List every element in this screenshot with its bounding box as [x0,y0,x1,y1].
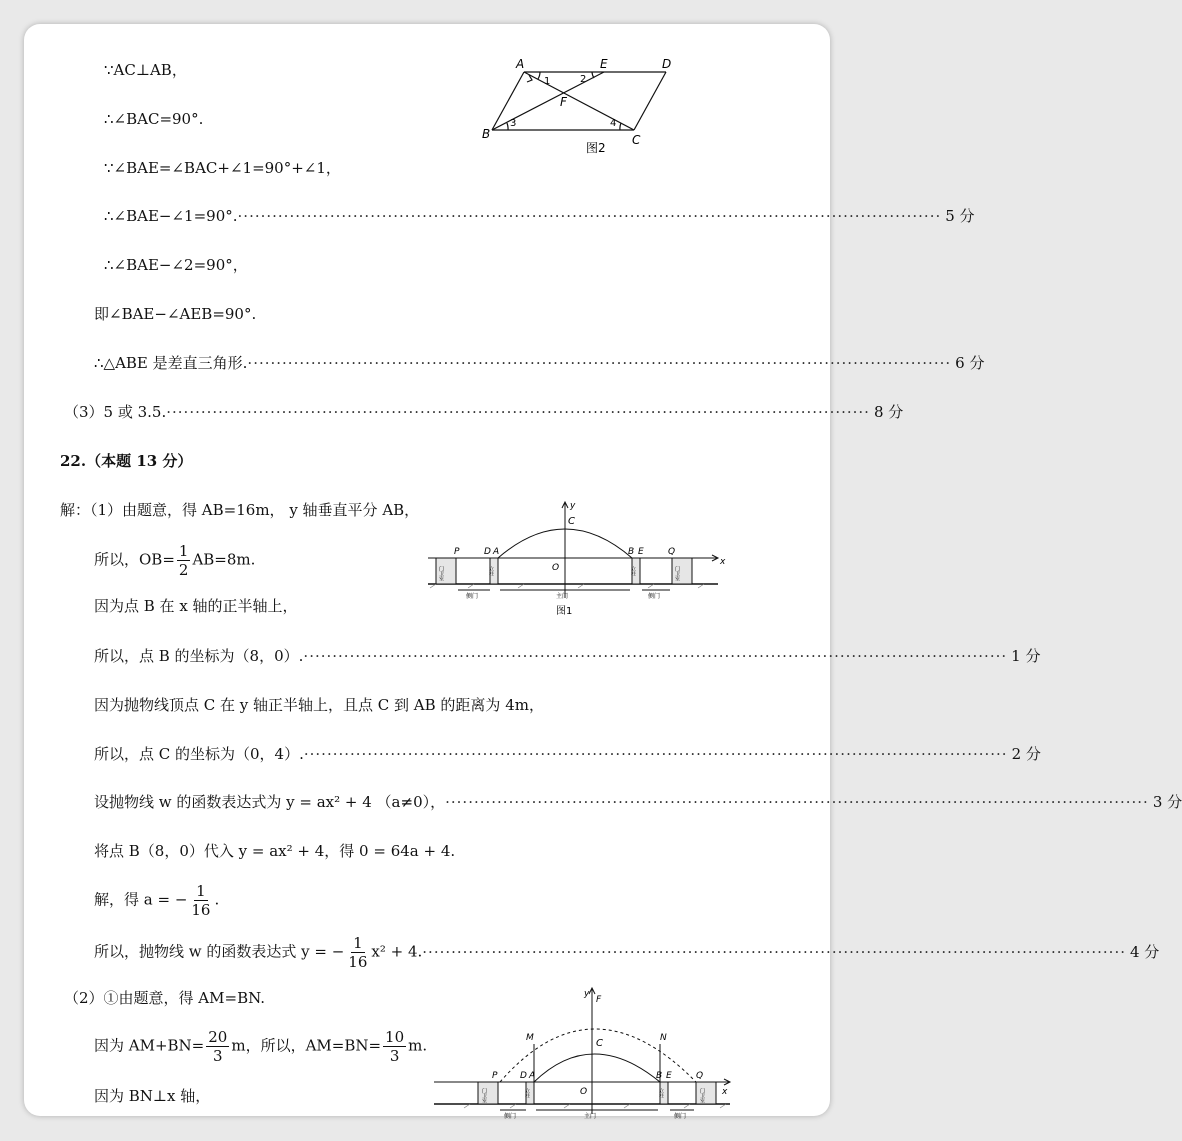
fig3-label-p: P [492,1071,498,1081]
fig3-room-right: 门卫室 [699,1088,705,1103]
q22-part2-line-2-mid: m，所以，AM=BN= [231,1036,382,1055]
fraction-denominator: 2 [178,561,189,579]
fig3-side-gate-left: 侧门 [504,1113,517,1120]
q22-step-1: 解：（1）由题意，得 AB=16m， y 轴垂直平分 AB， [60,501,420,519]
q22-part2-line-2-pre: 因为 AM+BN= [94,1036,205,1055]
fraction-denominator: 16 [191,901,211,919]
q22-step-9-pre: 解，得 a = − [94,890,188,909]
fig1-label-d: D [484,547,491,557]
fig1-label-c: C [568,516,575,527]
q22-step-6-row [94,744,1041,764]
proof-line-7-row [94,353,985,373]
fig1-room-right: 门卫室 [674,566,680,581]
fig2-caption: 图2 [586,141,606,155]
fig1-label-b: B [628,547,635,557]
proof-line-2: ∴∠BAC=90°. [104,110,204,128]
fig2-angle-2: 2 [580,74,587,85]
q22-step-4-row [94,646,1041,666]
leader-dots [445,792,1149,812]
q22-step-9-post: . [214,890,220,909]
fig3-pillar-left: 立柱 [524,1088,530,1098]
proof-line-4-row [104,206,975,226]
score-2: 2 分 [1011,745,1041,763]
fig3-label-x: x [722,1087,728,1097]
fraction-one-sixteenth [346,934,369,971]
score-5: 5 分 [945,207,975,225]
fig3-room-left: 门卫室 [481,1088,487,1103]
figure-3-gate-dashed-arch [434,986,734,1120]
q22-step-5: 因为抛物线顶点 C 在 y 轴正半轴上，且点 C 到 AB 的距离为 4m， [94,696,544,714]
fig1-label-e: E [638,547,644,557]
q22-part2-line-1: （2）①由题意，得 AM=BN. [64,989,266,1007]
fig3-label-e: E [666,1071,672,1081]
q22-part2-line-2 [94,1028,427,1065]
q22-step-10-pre: 所以，抛物线 w 的函数表达式 y = − [94,942,345,960]
fraction-denominator: 3 [389,1047,400,1065]
fig3-label-o: O [580,1087,588,1097]
fig1-label-y: y [570,501,576,511]
fig3-label-q: Q [696,1071,704,1081]
fig1-main-gate: 主门 [556,593,569,600]
fraction-numerator: 1 [353,933,363,952]
fraction-twenty-thirds [206,1028,229,1065]
fig1-label-p: P [454,547,460,557]
q22-step-2-pre: 所以，OB= [94,550,175,569]
fig3-side-gate-right: 侧门 [674,1113,687,1120]
score-8: 8 分 [873,403,904,421]
q22-step-7-row [94,792,1182,812]
fig1-side-gate-right: 侧门 [648,593,661,600]
fig1-label-q: Q [668,547,676,557]
proof-line-4: ∴∠BAE−∠1=90°. [104,207,238,225]
proof-line-1: ∵AC⊥AB， [104,61,187,79]
fig1-pillar-left: 立柱 [488,566,494,576]
fraction-numerator: 1 [178,542,189,560]
q22-step-10-post: x² + 4. [371,942,423,960]
fig3-label-a: A [529,1071,536,1081]
fig3-label-y: y [584,989,590,999]
fig2-angle-1: 1 [544,76,551,87]
fraction-half [177,542,191,579]
q22-step-9 [94,882,219,919]
fraction-ten-thirds [383,1028,406,1065]
fig3-label-n: N [660,1033,667,1043]
figure-2-parallelogram [480,54,680,184]
q22-step-7: 设抛物线 w 的函数表达式为 y = ax² + 4 （a≠0）， [94,793,446,811]
proof-line-5: ∴∠BAE−∠2=90°， [104,256,248,274]
fig2-label-f: F [560,95,567,109]
q22-step-4: 所以，点 B 的坐标为（8，0）. [94,647,304,665]
fig1-pillar-right: 立柱 [630,566,636,576]
fig3-label-d: D [520,1071,527,1081]
leader-dots [247,353,951,373]
fig2-label-a: A [516,57,525,71]
fig3-main-gate: 主门 [584,1113,597,1120]
q22-step-2-post: AB=8m. [192,550,256,569]
fig3-label-b: B [656,1071,663,1081]
fraction-denominator: 16 [348,952,368,971]
q22-step-3: 因为点 B 在 x 轴的正半轴上， [94,597,298,615]
fraction-denominator: 3 [213,1047,223,1065]
q22-step-2 [94,542,255,579]
fig1-room-left: 门卫室 [438,566,444,581]
fig2-angle-4: 4 [610,118,617,129]
part3-answer-row [64,402,904,422]
score-1: 1 分 [1011,647,1041,665]
q22-step-8: 将点 B（8，0）代入 y = ax² + 4，得 0 = 64a + 4. [94,842,456,860]
fig3-label-f: F [596,995,602,1005]
proof-line-6: 即∠BAE−∠AEB=90°. [94,305,257,323]
fig1-side-gate-left: 侧门 [466,593,479,600]
proof-line-7: ∴△ABE 是差直三角形. [94,354,248,372]
q22-part2-line-2-post: m. [408,1036,428,1055]
leader-dots [304,744,1008,764]
fraction-numerator: 10 [385,1028,405,1046]
leader-dots [238,206,942,226]
q22-step-6: 所以，点 C 的坐标为（0，4）. [94,745,304,763]
fig1-label-a: A [493,547,500,557]
fraction-one-sixteenth [189,882,212,919]
fig2-angle-3: 3 [510,118,517,129]
fig2-label-b: B [482,127,491,141]
fig2-label-c: C [632,133,641,147]
fig2-label-e: E [600,57,608,71]
q22-part2-line-3: 因为 BN⊥x 轴， [94,1087,211,1105]
q22-step-10-row [94,932,1160,972]
score-4: 4 分 [1130,943,1160,961]
fig1-caption: 图1 [556,606,573,617]
q22-step-10 [94,934,422,971]
proof-line-3: ∵∠BAE=∠BAC+∠1=90°+∠1， [104,159,341,177]
leader-dots [166,402,870,422]
fig3-pillar-right: 立柱 [658,1088,664,1098]
part3-answer: （3）5 或 3.5. [64,403,167,421]
fig1-label-o: O [552,563,560,573]
figure-1-gate-parabola [428,498,728,622]
q22-heading: 22.（本题 13 分） [60,452,193,470]
score-6: 6 分 [955,354,985,372]
fraction-numerator: 1 [196,882,206,900]
fig1-label-x: x [720,557,726,567]
document-page [24,24,1182,1120]
fig2-label-d: D [662,57,672,71]
fig3-label-m: M [526,1033,534,1043]
leader-dots [422,942,1126,962]
leader-dots [303,646,1007,666]
fig3-label-c: C [596,1038,603,1049]
score-3: 3 分 [1152,793,1182,811]
fraction-numerator: 20 [208,1028,228,1046]
